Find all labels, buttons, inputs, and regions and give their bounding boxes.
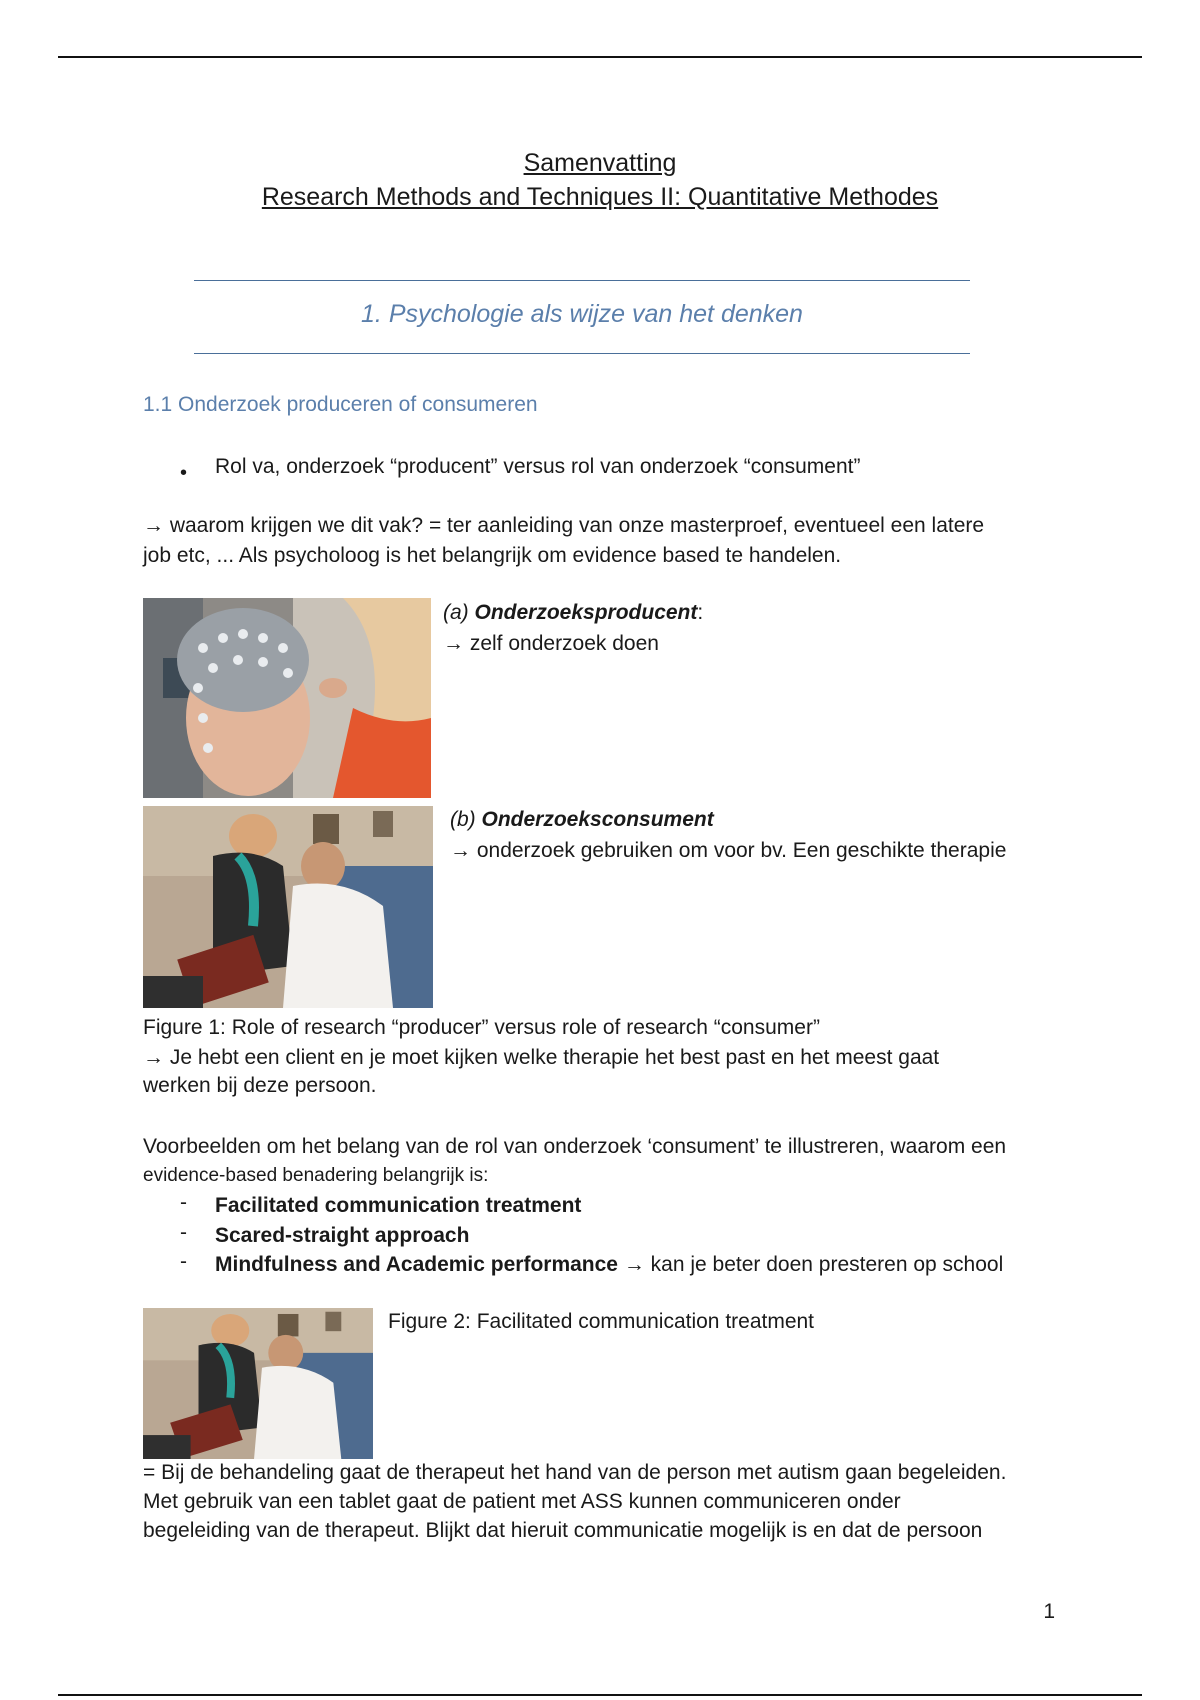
- chapter-rule-bottom: [194, 353, 970, 354]
- closing-line-3: begeleiding van de therapeut. Blijkt dat hieruit communicatie mogelijk is en dat de persoon: [143, 1519, 983, 1542]
- closing-line-1: = Bij de behandeling gaat de therapeut het hand van de person met autism gaan begeleiden.: [143, 1461, 1007, 1484]
- example-item: [215, 1221, 469, 1251]
- therapist-patient-photo: [143, 806, 433, 1008]
- section-heading: 1.1 Onderzoek produceren of consumeren: [143, 393, 538, 416]
- figure1-a-title: [443, 598, 703, 628]
- title-line-1: Samenvatting: [523, 149, 677, 177]
- examples-intro-line-1: Voorbeelden om het belang van de rol van onderzoek ‘consument’ te illustreren, waarom een: [143, 1135, 1007, 1158]
- figure1-a-prefix: (a): [443, 601, 475, 624]
- figure1-note-line-2: werken bij deze persoon.: [143, 1074, 377, 1097]
- figure2-caption: Figure 2: Facilitated communication treatment: [388, 1310, 815, 1333]
- facilitated-communication-photo: [143, 1308, 373, 1459]
- eeg-cap-photo: [143, 598, 431, 798]
- figure1-a-colon: :: [697, 601, 704, 624]
- list-dash: -: [180, 1221, 187, 1244]
- intro-line-2: job etc, ... Als psycholoog is het belangrijk om evidence based te handelen.: [143, 544, 842, 567]
- intro-line-1: → waarom krijgen we dit vak? = ter aanleiding van onze masterproef, eventueel een latere: [143, 514, 985, 537]
- list-dash: -: [180, 1250, 187, 1273]
- figure1-b-prefix: (b): [450, 808, 482, 831]
- header-rule: [58, 56, 1142, 58]
- figure1-b-term: Onderzoeksconsument: [481, 808, 714, 831]
- figure1-a-term: Onderzoeksproducent: [474, 601, 698, 624]
- example-item: [215, 1250, 1003, 1280]
- closing-line-2: Met gebruik van een tablet gaat de patient met ASS kunnen communiceren onder: [143, 1490, 901, 1513]
- figure1-b-desc: → onderzoek gebruiken om voor bv. Een geschikte therapie: [450, 839, 1007, 862]
- example-item-rest: → kan je beter doen presteren op school: [618, 1253, 1004, 1276]
- title-line-2: Research Methods and Techniques II: Quantitative Methodes: [261, 183, 939, 211]
- chapter-rule-top: [194, 280, 970, 281]
- list-dash: -: [180, 1191, 187, 1214]
- page-number: 1: [1043, 1600, 1055, 1623]
- document-title: [0, 146, 1200, 214]
- example-item-title: Facilitated communication treatment: [215, 1194, 582, 1217]
- figure1-a-desc: → zelf onderzoek doen: [443, 632, 659, 655]
- example-item-title: Scared-straight approach: [215, 1224, 470, 1247]
- footer-rule: [58, 1694, 1142, 1696]
- examples-intro-line-2: evidence-based benadering belangrijk is:: [143, 1165, 489, 1186]
- figure1-b-title: [450, 805, 714, 835]
- chapter-title: 1. Psychologie als wijze van het denken: [361, 300, 803, 328]
- bullet-text: Rol va, onderzoek “producent” versus rol van onderzoek “consument”: [215, 455, 861, 478]
- bullet-mark: •: [180, 462, 188, 484]
- figure1-caption: Figure 1: Role of research “producer” versus role of research “consumer”: [143, 1016, 820, 1039]
- example-item: [215, 1191, 581, 1221]
- figure1-note-line-1: → Je hebt een client en je moet kijken welke therapie het best past en het meest gaat: [143, 1046, 940, 1069]
- example-item-title: Mindfulness and Academic performance: [215, 1253, 618, 1276]
